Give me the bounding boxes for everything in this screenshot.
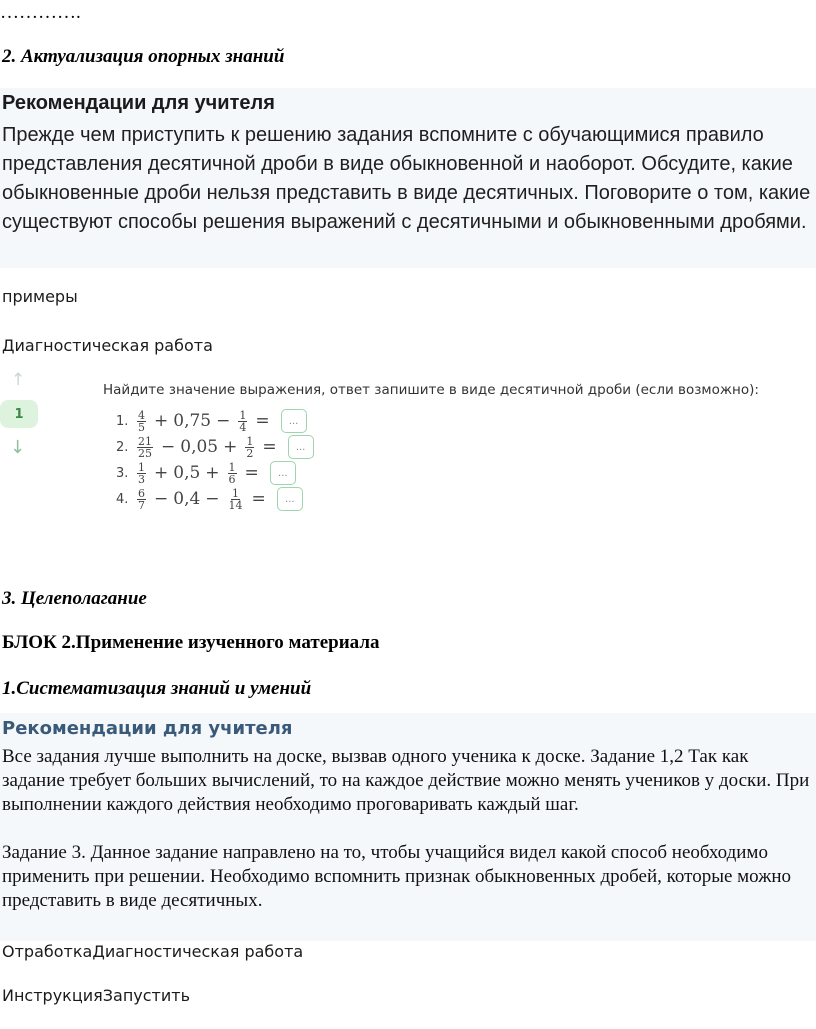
task-item-2: 2. $\frac{21}{25}$ − 0,05 + $\frac{1}{2}$ = ...	[116, 434, 314, 460]
task-number: 4.	[116, 491, 129, 507]
answer-input[interactable]: ...	[277, 487, 303, 511]
decimal-value: 0,4	[173, 489, 201, 509]
answer-input[interactable]: ...	[270, 461, 296, 485]
teacher-recommendation-title-1: Рекомендации для учителя	[2, 92, 275, 114]
systematization-heading: 1.Систематизация знаний и умений	[2, 678, 312, 699]
decimal-value: 0,75	[173, 411, 212, 431]
recommendation-paragraph-1: Все задания лучше выполнить на доске, вызвав одного ученика к доске. Задание 1,2 Так как задание требует больших вычислений, то на каждое действие можно менять учеников у доски. При выполнении каждого действия необходимо проговаривать каждый шаг.	[2, 746, 810, 815]
task-instruction: Найдите значение выражения, ответ запишите в виде десятичной дроби (если возможно):	[103, 382, 759, 398]
task-item-1: 1. $\frac{4}{5}$ + 0,75 − $\frac{1}{4}$ = ...	[116, 408, 314, 434]
decimal-value: 0,05	[180, 437, 219, 457]
answer-input[interactable]: ...	[288, 435, 314, 459]
teacher-recommendation-text-2	[2, 745, 814, 937]
fraction: $\frac{4}{5}$	[138, 408, 145, 434]
fraction: $\frac{1}{6}$	[228, 460, 236, 486]
task-item-3: 3. $\frac{1}{3}$ + 0,5 + $\frac{1}{6}$ = ...	[116, 460, 314, 486]
recommendation-paragraph-2: Задание 3. Данное задание направлено на то, чтобы учащийся видел какой способ необходимо применить при решении. Необходимо вспомнить признак обыкновенных дробей, которые можно представить в виде десятичных.	[2, 842, 791, 911]
decimal-value: 0,5	[173, 463, 201, 483]
examples-label: примеры	[2, 287, 78, 306]
fraction: $\frac{6}{7}$	[138, 486, 145, 512]
arrow-up-icon[interactable]: ↑	[11, 370, 26, 390]
task-item-4: 4. $\frac{6}{7}$ − 0,4 − $\frac{1}{14}$ = ...	[116, 486, 314, 512]
ellipsis-text: ………….	[0, 2, 81, 23]
block-2-heading: БЛОК 2.Применение изученного материала	[2, 632, 380, 653]
diagnostic-work-label: Диагностическая работа	[2, 336, 213, 355]
fraction: $\frac{1}{4}$	[239, 408, 247, 434]
task-number: 3.	[116, 465, 129, 481]
section-2-heading: 2. Актуализация опорных знаний	[2, 46, 285, 67]
task-number: 1.	[116, 413, 129, 429]
section-3-heading: 3. Целеполагание	[2, 588, 147, 609]
teacher-recommendation-title-2: Рекомендации для учителя	[2, 718, 293, 739]
task-nav-current[interactable]: 1	[0, 400, 38, 428]
fraction: $\frac{1}{14}$	[228, 486, 243, 512]
arrow-down-icon[interactable]: ↓	[10, 437, 26, 458]
teacher-recommendation-text-1: Прежде чем приступить к решению задания вспомните с обучающимися правило представления десятичной дроби в виде обыкновенной и наоборот. Обсудите, какие обыкновенные дроби нельзя представить в виде десятичных. Поговорите о том, какие существуют способы решения выражений с десятичными и обыкновенными дробями.	[2, 124, 811, 233]
task-number: 2.	[116, 439, 129, 455]
task-list	[116, 408, 314, 512]
fraction: $\frac{21}{25}$	[138, 434, 152, 460]
instruction-launch-link[interactable]: ИнструкцияЗапустить	[2, 986, 191, 1005]
answer-input[interactable]: ...	[281, 409, 307, 433]
fraction: $\frac{1}{3}$	[138, 460, 145, 486]
fraction: $\frac{1}{2}$	[246, 434, 254, 460]
practice-diagnostic-link[interactable]: ОтработкаДиагностическая работа	[2, 942, 304, 961]
